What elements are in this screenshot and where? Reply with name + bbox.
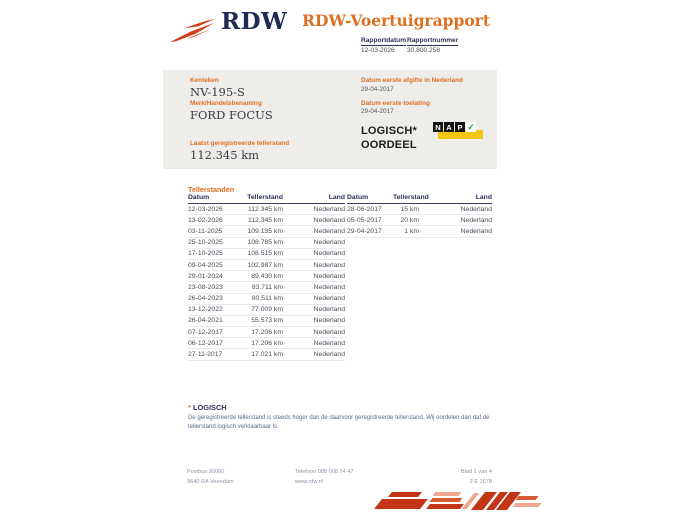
cell-land: Nederland	[283, 282, 345, 293]
kenteken-value: NV-195-S	[190, 85, 245, 99]
tellerstand-row	[188, 215, 345, 226]
toelating-label: Datum eerste toelating	[361, 100, 430, 107]
afgifte-label: Datum eerste afgifte in Nederland	[361, 77, 463, 84]
footer-pagination	[461, 468, 492, 487]
cell-land: Nederland	[283, 327, 345, 338]
cell-tellerstand: 89.430 km	[238, 271, 283, 282]
tellerstanden-table-left	[188, 194, 345, 361]
cell-land: Nederland	[283, 226, 345, 237]
cell-tellerstand: 17.206 km	[238, 327, 283, 338]
cell-datum: 03-11-2025	[188, 226, 238, 237]
footer-contact	[295, 468, 353, 487]
cell-tellerstand: 20 km	[393, 215, 419, 226]
cell-tellerstand: 15 km	[393, 204, 419, 215]
cell-datum: 06-12-2017	[188, 338, 238, 349]
toelating-value: 29-04-2017	[361, 108, 394, 115]
cell-tellerstand: 109.135 km	[238, 226, 283, 237]
cell-datum: 27-11-2017	[188, 349, 238, 360]
tellerstand-row	[347, 226, 492, 237]
tellerstand-row	[188, 248, 345, 259]
oordeel-text	[361, 124, 417, 152]
cell-land: Nederland	[419, 226, 492, 237]
tellerstand-row	[188, 282, 345, 293]
decorative-stripe	[388, 492, 422, 497]
tellerstand-row	[347, 215, 492, 226]
column-header-datum: Datum	[188, 194, 238, 204]
cell-datum: 05-05-2017	[347, 215, 393, 226]
nap-letter-n: N	[433, 122, 443, 132]
footnote-body: De geregistreerde tellerstand is steeds hoger dan de daarvoor geregistreerde tellerstand. Wij oordelen dan dat de tellerstand logisch verklaarbaar is.	[188, 415, 490, 430]
cell-tellerstand: 83.711 km	[238, 282, 283, 293]
footnote-heading	[188, 403, 500, 412]
tellerstand-row	[188, 338, 345, 349]
cell-datum: 28-06-2017	[347, 204, 393, 215]
decorative-stripe	[374, 499, 428, 509]
cell-land: Nederland	[419, 215, 492, 226]
table-header-row	[188, 194, 345, 204]
page-title: RDW-Voertuigrapport	[302, 11, 490, 30]
cell-tellerstand: 108.515 km	[238, 248, 283, 259]
cell-tellerstand: 112.345 km	[238, 204, 283, 215]
report-date-label: Rapportdatum	[361, 37, 407, 44]
cell-datum: 17-10-2025	[188, 248, 238, 259]
decorative-stripe	[426, 504, 464, 509]
column-header-land: Land	[283, 194, 345, 204]
footnote-asterisk: *	[188, 403, 191, 412]
cell-land: Nederland	[283, 248, 345, 259]
report-number-value: 30.800.258	[407, 47, 441, 54]
rdw-logo-icon	[170, 16, 218, 44]
cell-datum: 25-10-2025	[188, 237, 238, 248]
cell-tellerstand: 77.009 km	[238, 304, 283, 315]
nap-letter-squares	[433, 122, 476, 132]
decorative-stripe	[429, 498, 462, 502]
laatste-tellerstand-value: 112.345 km	[190, 148, 260, 162]
footer-page-indicator: Blad 1 van 4	[460, 469, 492, 475]
cell-tellerstand: 102.987 km	[238, 259, 283, 270]
cell-datum: 07-12-2017	[188, 327, 238, 338]
tellerstand-row	[188, 204, 345, 215]
footer-address-line1: Postbus 30000	[187, 469, 225, 475]
cell-tellerstand: 55.573 km	[238, 315, 283, 326]
cell-datum: 13-12-2022	[188, 304, 238, 315]
tellerstand-row	[188, 315, 345, 326]
column-header-datum: Datum	[347, 194, 393, 204]
report-date-value: 12-03-2026	[361, 47, 395, 54]
oordeel-line2: OORDEEL	[361, 139, 417, 151]
decorative-stripe	[515, 496, 538, 500]
merk-label: Merk/Handelsbenaming	[190, 100, 262, 107]
footer-website: www.rdw.nl	[295, 478, 323, 485]
footnote-heading-text: LOGISCH	[190, 403, 227, 412]
decorative-stripe	[512, 503, 541, 507]
nap-logo	[433, 122, 487, 144]
nap-checkmark-icon: ✓	[467, 121, 475, 132]
cell-land: Nederland	[283, 304, 345, 315]
cell-datum: 26-04-2021	[188, 315, 238, 326]
kenteken-label: Kenteken	[190, 77, 219, 84]
tellerstand-row	[188, 304, 345, 315]
cell-datum: 09-04-2025	[188, 259, 238, 270]
tellerstand-row	[188, 293, 345, 304]
tellerstand-row	[188, 327, 345, 338]
cell-datum: 29-04-2017	[347, 226, 393, 237]
cell-land: Nederland	[283, 215, 345, 226]
cell-datum: 23-08-2023	[188, 282, 238, 293]
cell-datum: 12-03-2026	[188, 204, 238, 215]
cell-land: Nederland	[283, 338, 345, 349]
rdw-logo-wordmark: RDW	[221, 8, 288, 35]
tellerstanden-heading: Tellerstanden	[188, 185, 235, 194]
cell-land: Nederland	[283, 349, 345, 360]
tellerstand-row	[188, 237, 345, 248]
cell-tellerstand: 80.511 km	[238, 293, 283, 304]
cell-datum: 29-01-2024	[188, 271, 238, 282]
cell-tellerstand: 1 km	[393, 226, 419, 237]
footer-address-line2: 9640 RA Veendam	[187, 478, 234, 485]
column-header-tellerstand: Tellerstand	[393, 194, 419, 204]
footer-decorative-graphic	[374, 490, 526, 514]
cell-tellerstand: 17.021 km	[238, 349, 283, 360]
report-number-label: Rapportnummer	[407, 37, 459, 44]
column-header-land: Land	[419, 194, 492, 204]
laatste-tellerstand-label: Laatst geregistreerde tellerstand	[190, 140, 290, 147]
tellerstand-row	[188, 349, 345, 360]
cell-land: Nederland	[283, 237, 345, 248]
afgifte-value: 29-04-2017	[361, 86, 394, 93]
cell-land: Nederland	[283, 259, 345, 270]
cell-tellerstand: 112.345 km	[238, 215, 283, 226]
cell-datum: 26-04-2023	[188, 293, 238, 304]
decorative-stripe	[432, 492, 461, 496]
merk-value: FORD FOCUS	[190, 108, 273, 122]
cell-land: Nederland	[283, 271, 345, 282]
footer-phone: Telefoon 088 008 74 47	[295, 469, 354, 475]
tellerstand-row	[188, 271, 345, 282]
cell-land: Nederland	[283, 204, 345, 215]
footer-address	[187, 468, 234, 487]
cell-datum: 13-02-2026	[188, 215, 238, 226]
nap-letter-p: P	[455, 122, 465, 132]
cell-tellerstand: 108.785 km	[238, 237, 283, 248]
column-header-tellerstand: Tellerstand	[238, 194, 283, 204]
table-header-row	[347, 194, 492, 204]
oordeel-line1: LOGISCH*	[361, 125, 417, 137]
tellerstanden-table-right	[347, 194, 492, 238]
logisch-footnote	[188, 403, 500, 432]
cell-land: Nederland	[419, 204, 492, 215]
nap-letter-a: A	[444, 122, 454, 132]
cell-land: Nederland	[283, 315, 345, 326]
tellerstand-row	[188, 259, 345, 270]
tellerstand-row	[347, 204, 492, 215]
cell-tellerstand: 17.206 km	[238, 338, 283, 349]
cell-land: Nederland	[283, 293, 345, 304]
tellerstand-row	[188, 226, 345, 237]
footer-form-code: 3 E 1678	[469, 478, 492, 485]
